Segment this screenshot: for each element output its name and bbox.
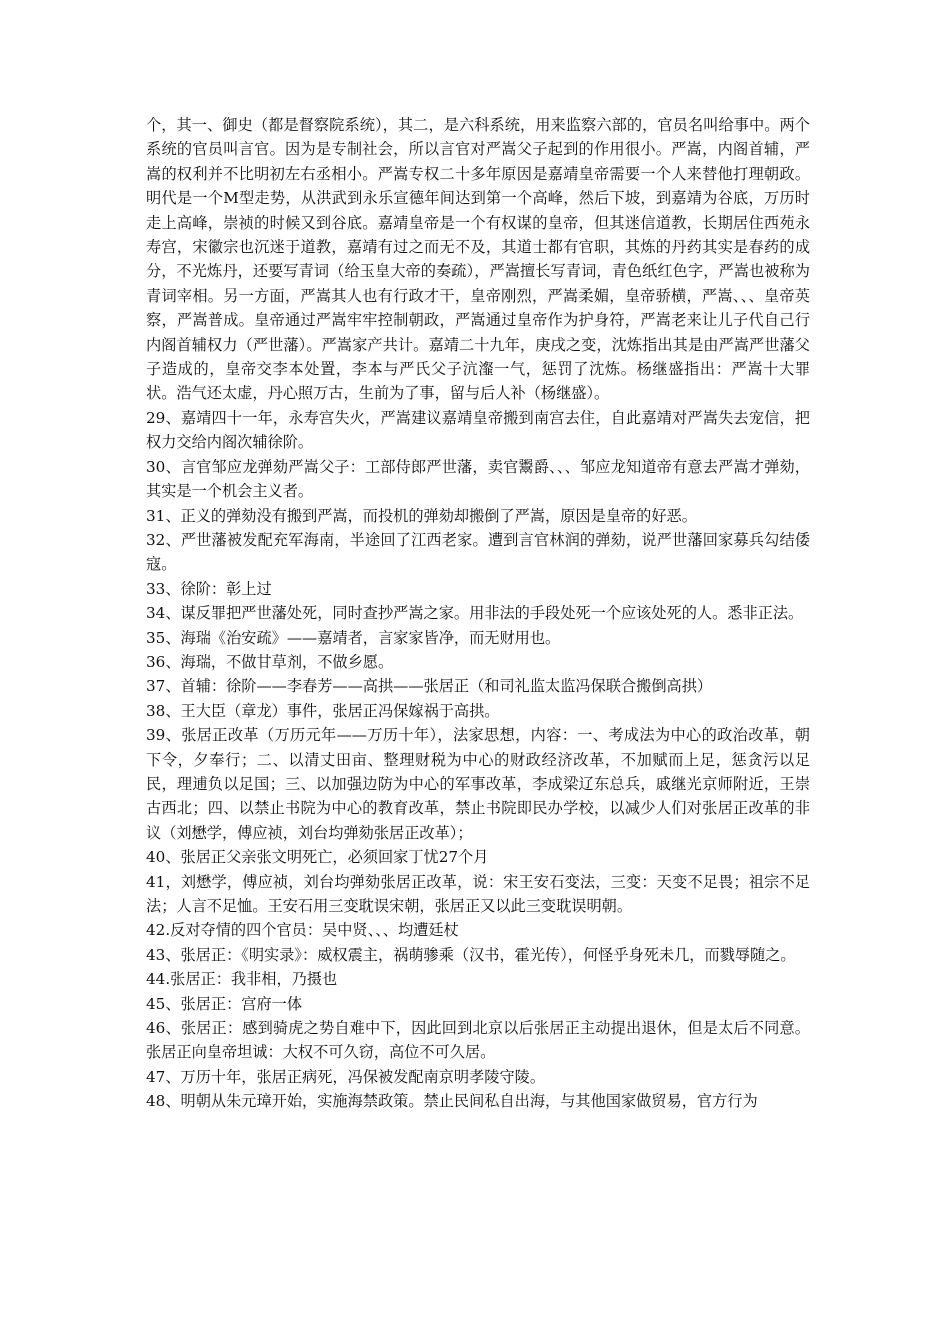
paragraph-yansong-intro: 个，其一、御史（都是督察院系统），其二，是六科系统，用来监察六部的，官员名叫给事中。两个系统的官员叫言官。因为是专制社会，所以言官对严嵩父子起到的作用很小。严嵩，内阁首辅，严嵩的权利并不比明初左右丞相小。严嵩专权二十多年原因是嘉靖皇帝需要一个人来替他打理朝政。明代是一个M型走势，从洪武到永乐宣德年间达到第一个高峰，然后下坡，到嘉靖为谷底，万历时走上高峰，崇祯的时候又到谷底。嘉靖皇帝是一个有权谋的皇帝，但其迷信道教，长期居住西苑永寿宫，宋徽宗也沉迷于道教，嘉靖有过之而无不及，其道士都有官职，其炼的丹药其实是春药的成分，不光炼丹，还要写青词（给玉皇大帝的奏疏），严嵩擅长写青词，青色纸红色字，严嵩也被称为青词宰相。另一方面，严嵩其人也有行政才干，皇帝刚烈，严嵩柔媚，皇帝骄横，严嵩、、、皇帝英察，严嵩普成。皇帝通过严嵩牢牢控制朝政，严嵩通过皇帝作为护身符，严嵩老来让儿子代自己行内阁首辅权力（严世藩）。严嵩家产共计。嘉靖二十九年，庚戌之变，沈炼指出其是由严嵩严世藩父子造成的，皇帝交李本处置，李本与严氏父子沆瀣一气，惩罚了沈炼。杨继盛指出：严嵩十大罪状。浩气还太虚，丹心照万古，生前为了事，留与后人补（杨继盛）。 [146,116,810,403]
paragraph-40: 40、张居正父亲张文明死亡，必须回家丁忧27个月 [146,848,489,867]
paragraph-47: 47、万历十年，张居正病死，冯保被发配南京明孝陵守陵。 [146,1067,546,1086]
paragraph-32: 32、严世藩被发配充军海南，半途回了江西老家。遭到言官林润的弹劾，说严世藩回家募兵勾结倭寇。 [146,530,810,574]
paragraph-45: 45、张居正：宫府一体 [146,994,303,1013]
paragraph-29: 29、嘉靖四十一年，永寿宫失火，严嵩建议嘉靖皇帝搬到南宫去住，自此嘉靖对严嵩失去宠信，把权力交给内阁次辅徐阶。 [146,408,810,452]
paragraph-39: 39、张居正改革（万历元年——万历十年），法家思想，内容：一、考成法为中心的政治改革，朝下令，夕奉行；二、以清丈田亩、整理财税为中心的财政经济改革，不加赋而上足，惩贪污以足民，理逋负以足国；三、以加强边防为中心的军事改革，李成梁辽东总兵，戚继光京师附近，王崇古西北；四、以禁止书院为中心的教育改革，禁止书院即民办学校，以减少人们对张居正改革的非议（刘懋学，傅应祯，刘台均弹劾张居正改革）； [146,726,810,842]
paragraph-48: 48、明朝从朱元璋开始，实施海禁政策。禁止民间私自出海，与其他国家做贸易，官方行为 [146,1092,758,1111]
paragraph-43: 43、张居正：《明实录》：威权震主，祸萌骖乘（汉书，霍光传），何怪乎身死未几，而戮辱随之。 [146,945,796,964]
paragraph-36: 36、海瑞，不做甘草剂，不做乡愿。 [146,652,394,671]
paragraph-44: 44.张居正：我非相，乃摄也 [146,970,338,989]
paragraph-30: 30、言官邹应龙弹劾严嵩父子：工部侍郎严世藩，卖官鬻爵、、、邹应龙知道帝有意去严嵩才弹劾，其实是一个机会主义者。 [146,457,810,501]
paragraph-31: 31、正义的弹劾没有搬到严嵩，而投机的弹劾却搬倒了严嵩，原因是皇帝的好恶。 [146,506,697,525]
paragraph-35: 35、海瑞《治安疏》——嘉靖者，言家家皆净，而无财用也。 [146,628,561,647]
paragraph-42: 42.反对夺情的四个官员：吴中贤、、、均遭廷杖 [146,921,459,940]
paragraph-41: 41，刘懋学，傅应祯，刘台均弹劾张居正改革，说：宋王安石变法，三变：天变不足畏；祖宗不足法；人言不足恤。王安石用三变耽误宋朝，张居正又以此三变耽误明朝。 [146,872,810,915]
paragraph-38: 38、王大臣（章龙）事件，张居正冯保嫁祸于高拱。 [146,701,500,720]
paragraph-46: 46、张居正：感到骑虎之势自难中下，因此回到北京以后张居正主动提出退休，但是太后不同意。张居正向皇帝坦诚：大权不可久窃，高位不可久居。 [146,1019,810,1062]
paragraph-34: 34、谋反罪把严世藩处死，同时查抄严嵩之家。用非法的手段处死一个应该处死的人。悉非正法。 [146,604,804,623]
document-page [146,113,810,1114]
paragraph-33: 33、徐阶：彰上过 [146,579,272,598]
paragraph-37: 37、首辅：徐阶——李春芳——高拱——张居正（和司礼监太监冯保联合搬倒高拱） [146,677,713,696]
